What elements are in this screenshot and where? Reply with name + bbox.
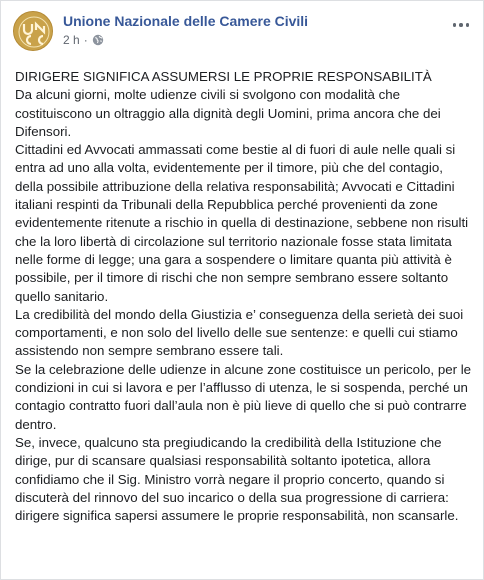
more-options-icon[interactable] <box>451 17 471 33</box>
page-avatar[interactable] <box>13 11 53 51</box>
post-paragraph: Da alcuni giorni, molte udienze civili si svolgono con modalità che costituiscono un oltraggio alla dignità degli Uomini, prima ancora che dei Difensori. <box>15 87 441 139</box>
post-timestamp[interactable]: 2 h <box>63 33 80 47</box>
post-meta <box>63 33 104 47</box>
post-paragraph: Se la celebrazione delle udienze in alcune zone costituisce un pericolo, per le condizioni in cui si lavora e per l’afflusso di utenza, le si sospenda, perché un contagio contratto fuori dall’aula non è più lieve di quello che si può contrarre dentro. <box>15 361 472 432</box>
page-name-link[interactable]: Unione Nazionale delle Camere Civili <box>63 13 309 29</box>
uncc-logo-icon <box>14 12 53 51</box>
post-paragraph: La credibilità del mondo della Giustizia e’ conseguenza della serietà dei suoi comportamenti, e non solo del livello delle sue sentenze: e quelli cui stiamo assistendo non sempre sembrano essere tali. <box>15 306 464 359</box>
post-headline: DIRIGERE SIGNIFICA ASSUMERSI LE PROPRIE RESPONSABILITÀ <box>15 69 432 84</box>
post-body <box>15 68 473 525</box>
meta-separator: · <box>83 33 88 47</box>
post-paragraph: Se, invece, qualcuno sta pregiudicando la credibilità della Istituzione che dirige, pur di scansare qualsiasi responsabilità soltanto ipotetica, allora confidiamo che il Sig. Ministro vorrà negare il proprio concerto, quando si discuterà del rinnovo del suo incarico o della sua progressione di carriera: dirigere significa sapersi assumere le proprie responsabilità, non scansarle. <box>15 434 459 524</box>
globe-icon[interactable] <box>92 34 104 46</box>
post-paragraph: Cittadini ed Avvocati ammassati come bestie al di fuori di aule nelle quali si entra ad uno alla volta, evidentemente per il timore, più che del contagio, della possibile attribuzione della relativa responsabilità; Avvocati e Cittadini italiani respinti da Tribunali della Repubblica perché provenienti da zone evidentemente ritenute a rischio in quella di destinazione, sebbene non risulti che la loro libertà di circolazione sul territorio nazionale fosse stata limitata nelle forme di legge; una gara a sospendere o limitare quanta più attività è possibile, per il timore di rischi che non sempre sembrano essere soltanto quello sanitario. <box>15 142 469 304</box>
post-header <box>13 11 471 57</box>
